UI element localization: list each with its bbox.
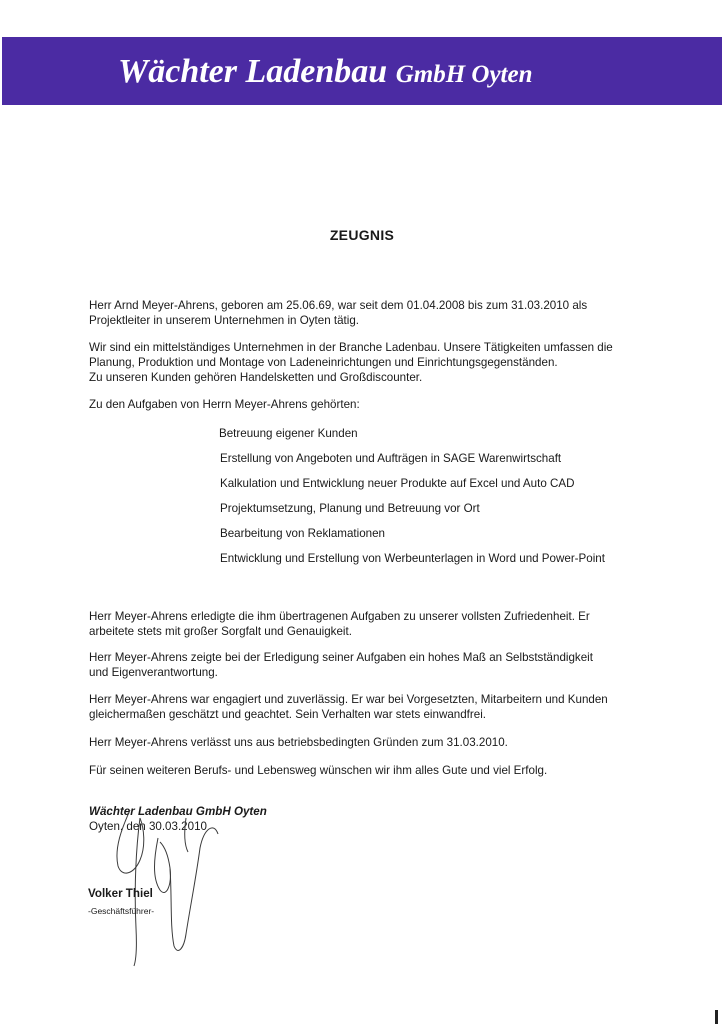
task-item: Entwicklung und Erstellung von Werbeunterlagen in Word und Power-Point	[220, 552, 605, 565]
signature-stroke	[170, 828, 218, 951]
task-item: Kalkulation und Entwicklung neuer Produkte auf Excel und Auto CAD	[220, 477, 575, 490]
task-item: Bearbeitung von Reklamationen	[220, 527, 385, 540]
signer-name: Volker Thiel	[88, 887, 153, 900]
text-line: Herr Meyer-Ahrens zeigte bei der Erledigung seiner Aufgaben ein hohes Maß an Selbstständigkeit	[89, 651, 593, 664]
signature-stroke	[185, 818, 188, 852]
document-title: ZEUGNIS	[329, 227, 395, 243]
wishes-paragraph	[89, 763, 659, 778]
text-line: Herr Meyer-Ahrens verlässt uns aus betriebsbedingten Gründen zum 31.03.2010.	[89, 736, 508, 749]
leaving-paragraph	[89, 735, 659, 750]
text-line: Für seinen weiteren Berufs- und Lebensweg wünschen wir ihm alles Gute und viel Erfolg.	[89, 764, 548, 777]
signature-stroke	[155, 838, 171, 893]
text-line: Zu unseren Kunden gehören Handelsketten und Großdiscounter.	[89, 371, 423, 384]
signature-company: Wächter Ladenbau GmbH Oyten	[89, 805, 267, 818]
place-date: Oyten, den 30.03.2010	[89, 820, 207, 833]
text-line: Wir sind ein mittelständiges Unternehmen in der Branche Ladenbau. Unsere Tätigkeiten umfassen die	[89, 341, 613, 354]
text-line: Projektleiter in unserem Unternehmen in Oyten tätig.	[89, 314, 360, 327]
task-item: Projektumsetzung, Planung und Betreuung vor Ort	[220, 502, 480, 515]
text-line: Zu den Aufgaben von Herrn Meyer-Ahrens gehörten:	[89, 398, 360, 411]
text-line: gleichermaßen geschätzt und geachtet. Sein Verhalten war stets einwandfrei.	[89, 708, 486, 721]
text-line: Herr Meyer-Ahrens erledigte die ihm übertragenen Aufgaben zu unserer vollsten Zufriedenheit. Er	[89, 610, 590, 623]
performance-paragraph	[89, 609, 659, 639]
company-name-suffix: GmbH Oyten	[395, 61, 533, 88]
text-line: Planung, Produktion und Montage von Ladeneinrichtungen und Einrichtungsgegenständen.	[89, 356, 558, 369]
task-item: Erstellung von Angeboten und Aufträgen in SAGE Warenwirtschaft	[220, 452, 562, 465]
company-name-main: Wächter Ladenbau	[118, 53, 388, 90]
task-item: Betreuung eigener Kunden	[219, 427, 358, 440]
text-line: Herr Meyer-Ahrens war engagiert und zuverlässig. Er war bei Vorgesetzten, Mitarbeitern und Kunden	[89, 693, 608, 706]
scan-edge-mark	[715, 1010, 718, 1024]
company-logo-title	[118, 52, 718, 95]
independence-paragraph	[89, 650, 659, 680]
intro-paragraph	[89, 298, 659, 328]
text-line: Herr Arnd Meyer-Ahrens, geboren am 25.06.69, war seit dem 01.04.2008 bis zum 31.03.2010 als	[89, 299, 588, 312]
text-line: arbeitete stets mit großer Sorgfalt und Genauigkeit.	[89, 625, 352, 638]
tasks-intro	[89, 397, 659, 412]
conduct-paragraph	[89, 692, 659, 722]
signer-role: -Geschäftsführer-	[88, 906, 155, 916]
text-line: und Eigenverantwortung.	[89, 666, 218, 679]
company-description-paragraph	[89, 340, 659, 385]
